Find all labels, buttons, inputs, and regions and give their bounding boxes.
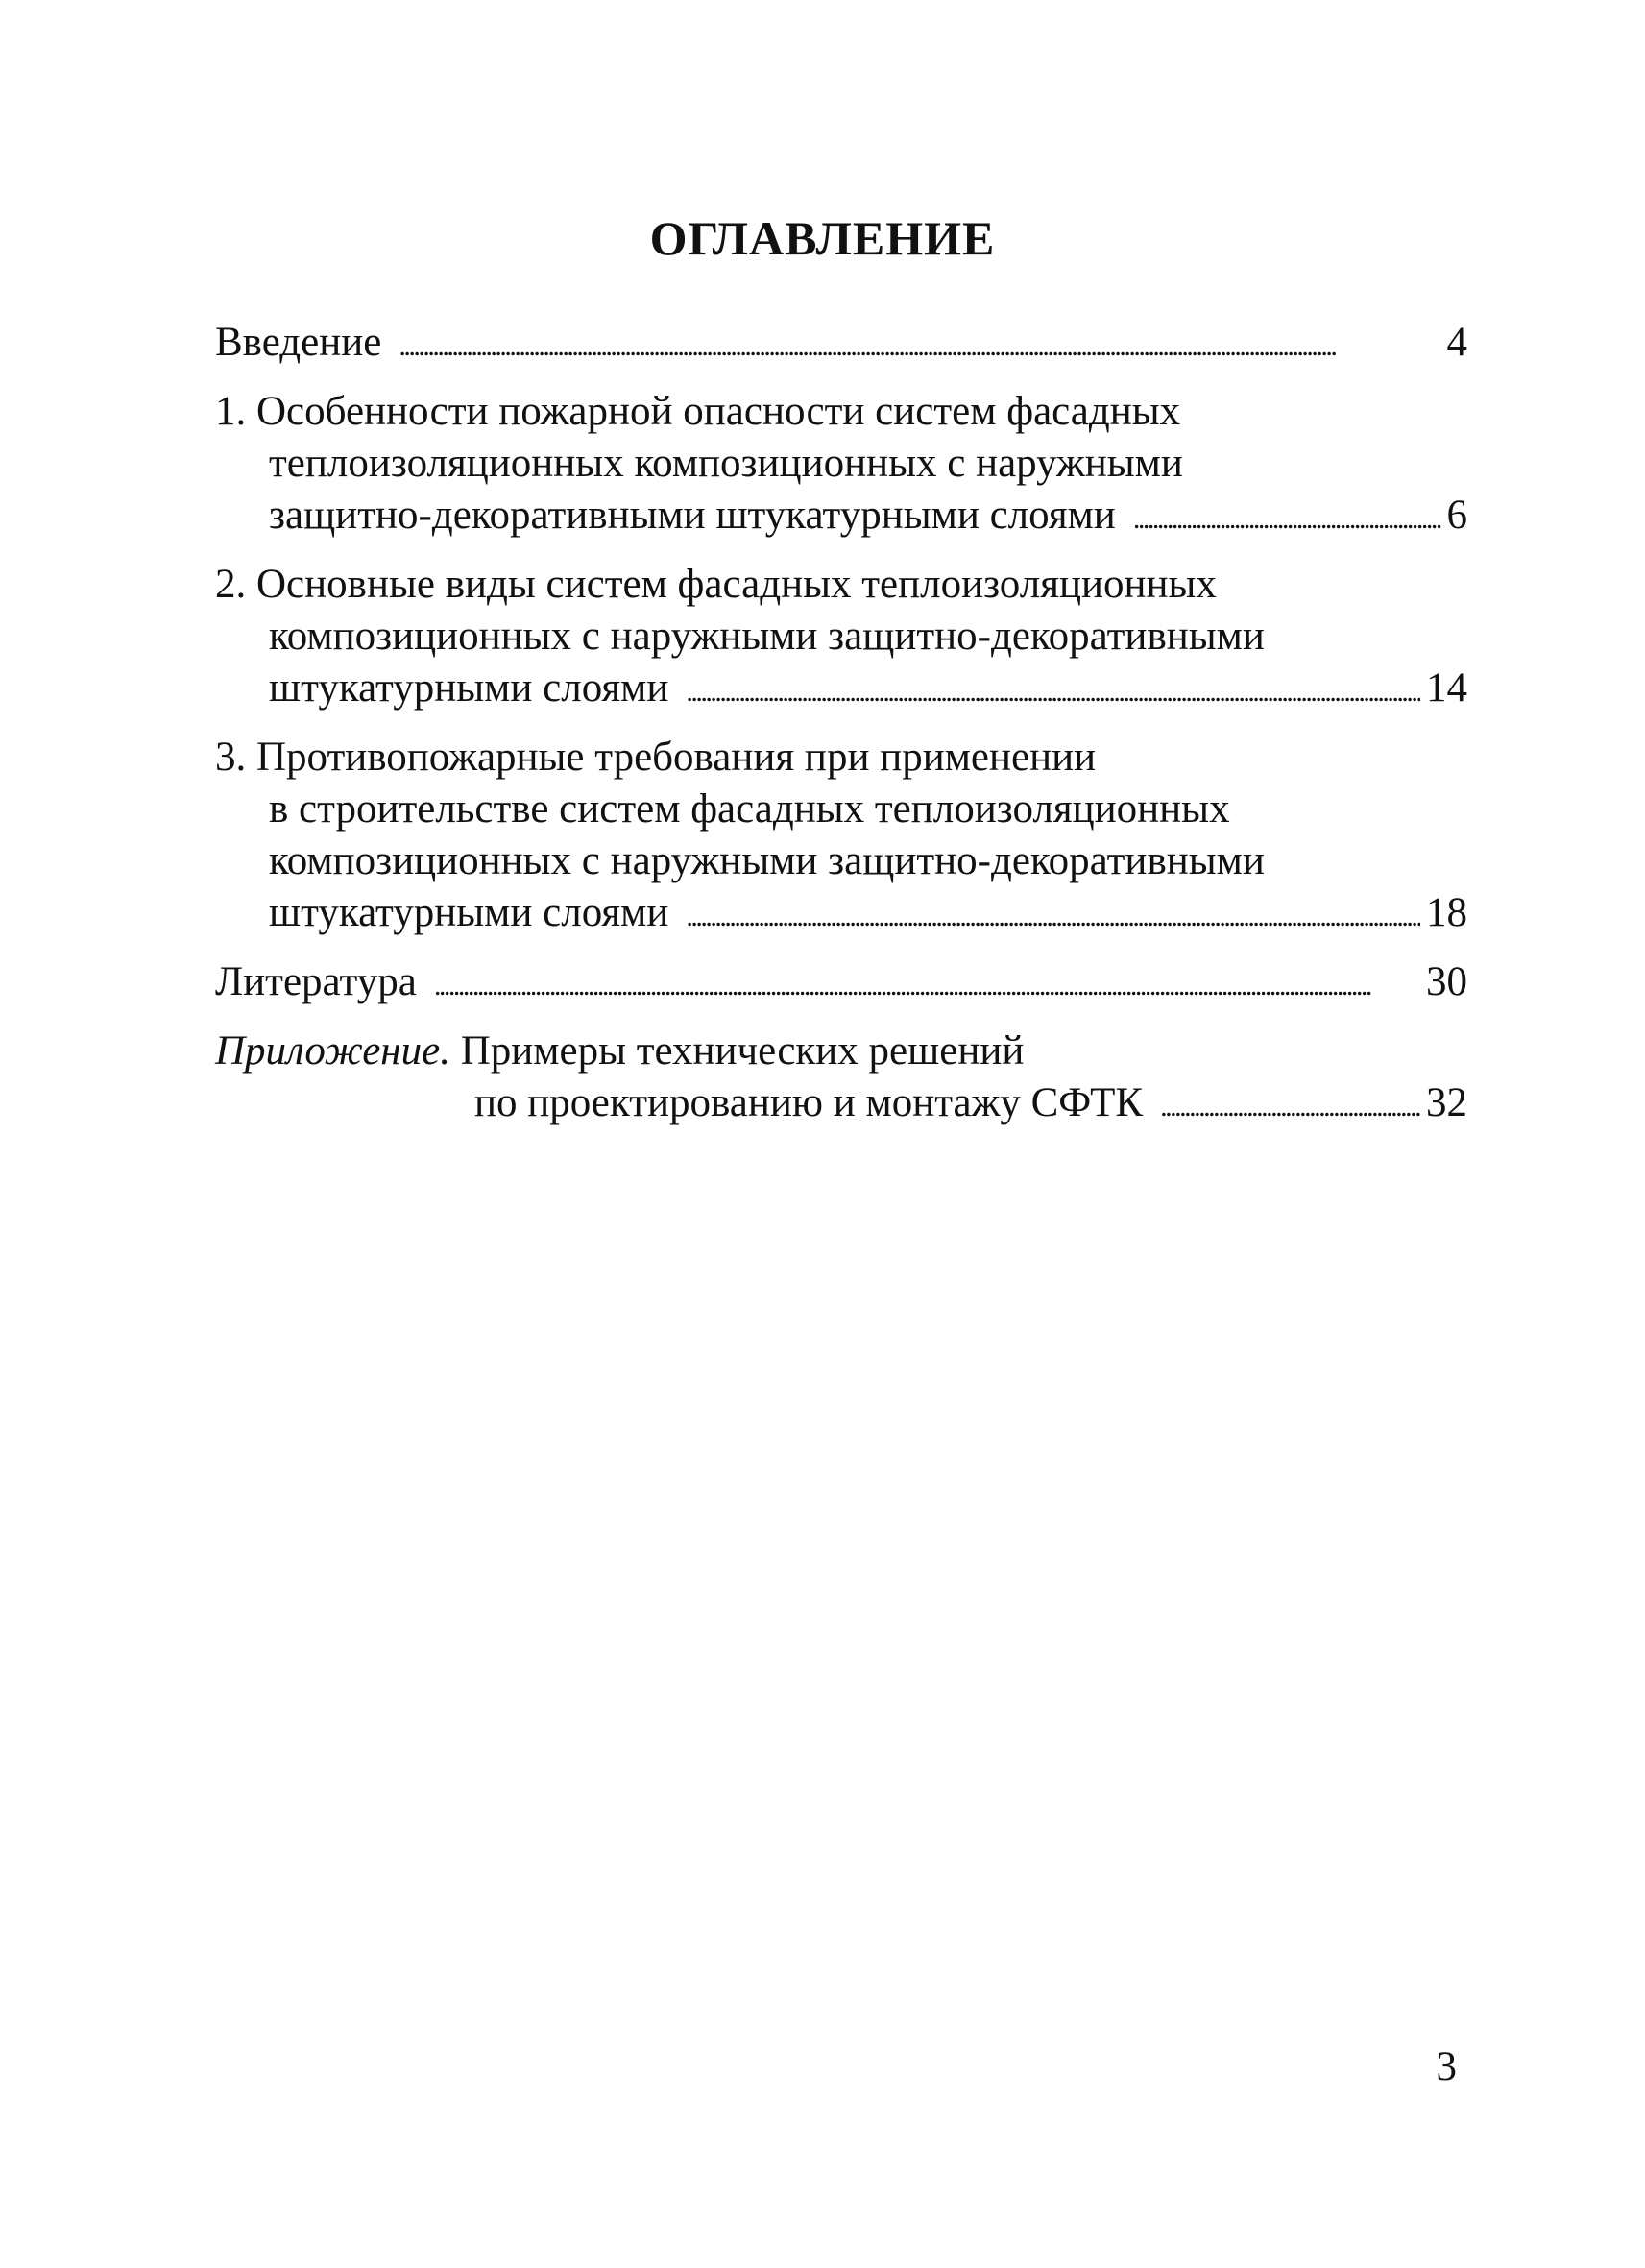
toc-entry-chapter-2-line-1: 2. Основные виды систем фасадных теплоизоляционных [215, 562, 1217, 607]
toc-entry-chapter-1-line-3: защитно-декоративными штукатурными слоями [269, 493, 1116, 538]
toc-entry-chapter-3-line-2: в строительстве систем фасадных теплоизоляционных [269, 786, 1230, 832]
toc-entry-intro[interactable] [215, 317, 1467, 373]
toc-entry-chapter-2-line-3: штукатурными слоями [269, 665, 669, 711]
dot-leader [399, 321, 1440, 373]
dot-leader [686, 666, 1420, 718]
toc-entry-literature-page: 30 [1426, 959, 1467, 1004]
toc-entry-chapter-2-page: 14 [1426, 665, 1467, 711]
toc-entry-appendix-label: Приложение. [215, 1028, 450, 1074]
toc-entry-chapter-3-page: 18 [1426, 890, 1467, 935]
dot-leader [686, 891, 1420, 943]
toc-entry-chapter-3-line-3: композиционных с наружными защитно-декоративными [269, 838, 1265, 883]
toc-entry-appendix-page: 32 [1426, 1080, 1467, 1125]
toc-entry-chapter-1-page: 6 [1446, 493, 1467, 538]
page-number: 3 [1436, 2044, 1457, 2089]
toc-entry-literature[interactable] [215, 956, 1467, 1012]
toc-entry-chapter-3-line-4: штукатурными слоями [269, 890, 669, 935]
toc-entry-chapter-2[interactable] [215, 559, 1467, 718]
dot-leader [1160, 1081, 1420, 1133]
toc-entry-chapter-1[interactable] [215, 386, 1467, 545]
toc-entry-appendix-line-2: по проектированию и монтажу СФТК [474, 1080, 1144, 1125]
toc-entry-chapter-3[interactable] [215, 732, 1467, 943]
table-of-contents [215, 317, 1467, 1133]
toc-entry-chapter-2-line-2: композиционных с наружными защитно-декоративными [269, 614, 1265, 659]
toc-entry-chapter-3-line-1: 3. Противопожарные требования при применении [215, 735, 1097, 780]
toc-entry-appendix[interactable] [215, 1025, 1467, 1133]
dot-leader [434, 960, 1420, 1012]
toc-entry-chapter-1-line-2: теплоизоляционных композиционных с наружными [269, 441, 1183, 486]
dot-leader [1133, 494, 1441, 545]
toc-entry-literature-text: Литература [215, 959, 417, 1004]
toc-entry-intro-page: 4 [1446, 320, 1467, 365]
toc-entry-appendix-line-1: Примеры технических решений [460, 1028, 1025, 1074]
toc-title: ОГЛАВЛЕНИЕ [649, 211, 996, 265]
toc-entry-chapter-1-line-1: 1. Особенности пожарной опасности систем фасадных [215, 389, 1181, 434]
toc-entry-intro-text: Введение [215, 320, 382, 365]
